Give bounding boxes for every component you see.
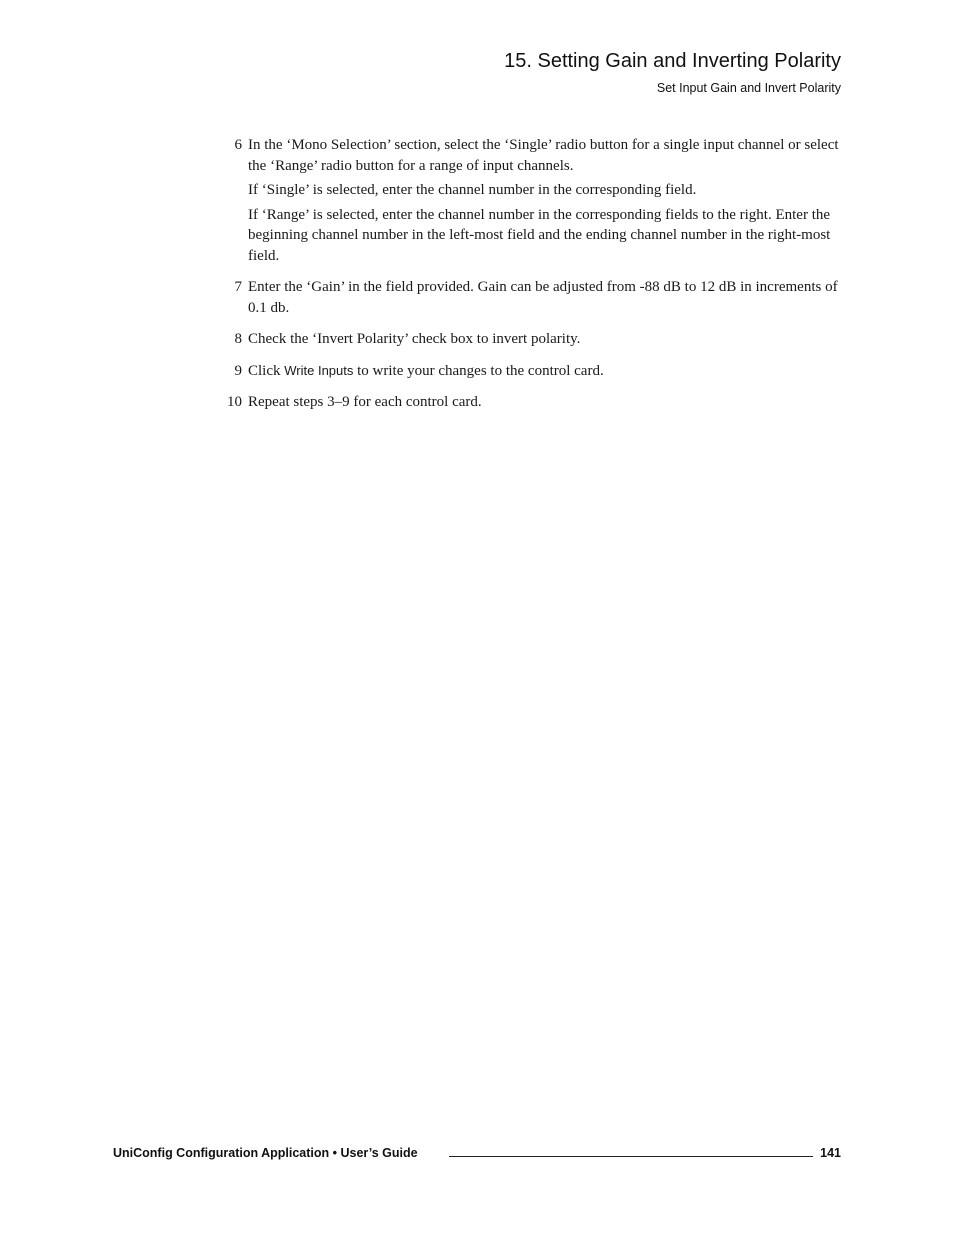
- step-body: [248, 135, 842, 270]
- step-body: [248, 392, 842, 417]
- step-body: [248, 277, 842, 322]
- step-paragraph: Repeat steps 3–9 for each control card.: [248, 394, 482, 410]
- step-text-before: Click: [248, 362, 285, 379]
- instructions-list: [220, 135, 842, 424]
- step-number: 7: [234, 279, 242, 295]
- step-7: [220, 277, 842, 322]
- step-paragraph: If ‘Single’ is selected, enter the channel number in the corresponding field.: [248, 182, 697, 198]
- step-number: 8: [234, 331, 242, 347]
- step-number: 10: [227, 394, 242, 410]
- page-title: 15. Setting Gain and Inverting Polarity: [504, 50, 841, 72]
- step-6: [220, 135, 842, 270]
- footer-doc-title: UniConfig Configuration Application • User’s Guide: [113, 1146, 418, 1160]
- page-number: 141: [820, 1146, 841, 1160]
- section-subtitle: Set Input Gain and Invert Polarity: [656, 81, 841, 95]
- step-paragraph: Check the ‘Invert Polarity’ check box to invert polarity.: [248, 331, 581, 347]
- step-text-after: to write your changes to the control card.: [353, 362, 604, 379]
- step-paragraph: [248, 361, 842, 382]
- step-paragraph: Enter the ‘Gain’ in the field provided. Gain can be adjusted from -88 dB to 12 dB in increments of 0.1 db.: [248, 279, 838, 316]
- step-number: 9: [234, 362, 242, 379]
- step-9: [220, 361, 842, 386]
- step-paragraph: If ‘Range’ is selected, enter the channel number in the corresponding fields to the right. Enter the beginning channel number in the left-most field and the ending channel number in the right-most field.: [248, 206, 831, 264]
- step-8: [220, 329, 842, 354]
- step-10: [220, 392, 842, 417]
- write-inputs-label: Write Inputs: [284, 362, 354, 378]
- step-paragraph: In the ‘Mono Selection’ section, select the ‘Single’ radio button for a single input channel or select the ‘Range’ radio button for a range of input channels.: [248, 137, 839, 174]
- step-body: [248, 329, 842, 354]
- step-number: 6: [234, 137, 242, 153]
- footer-divider: [449, 1156, 813, 1157]
- step-body: [248, 361, 842, 386]
